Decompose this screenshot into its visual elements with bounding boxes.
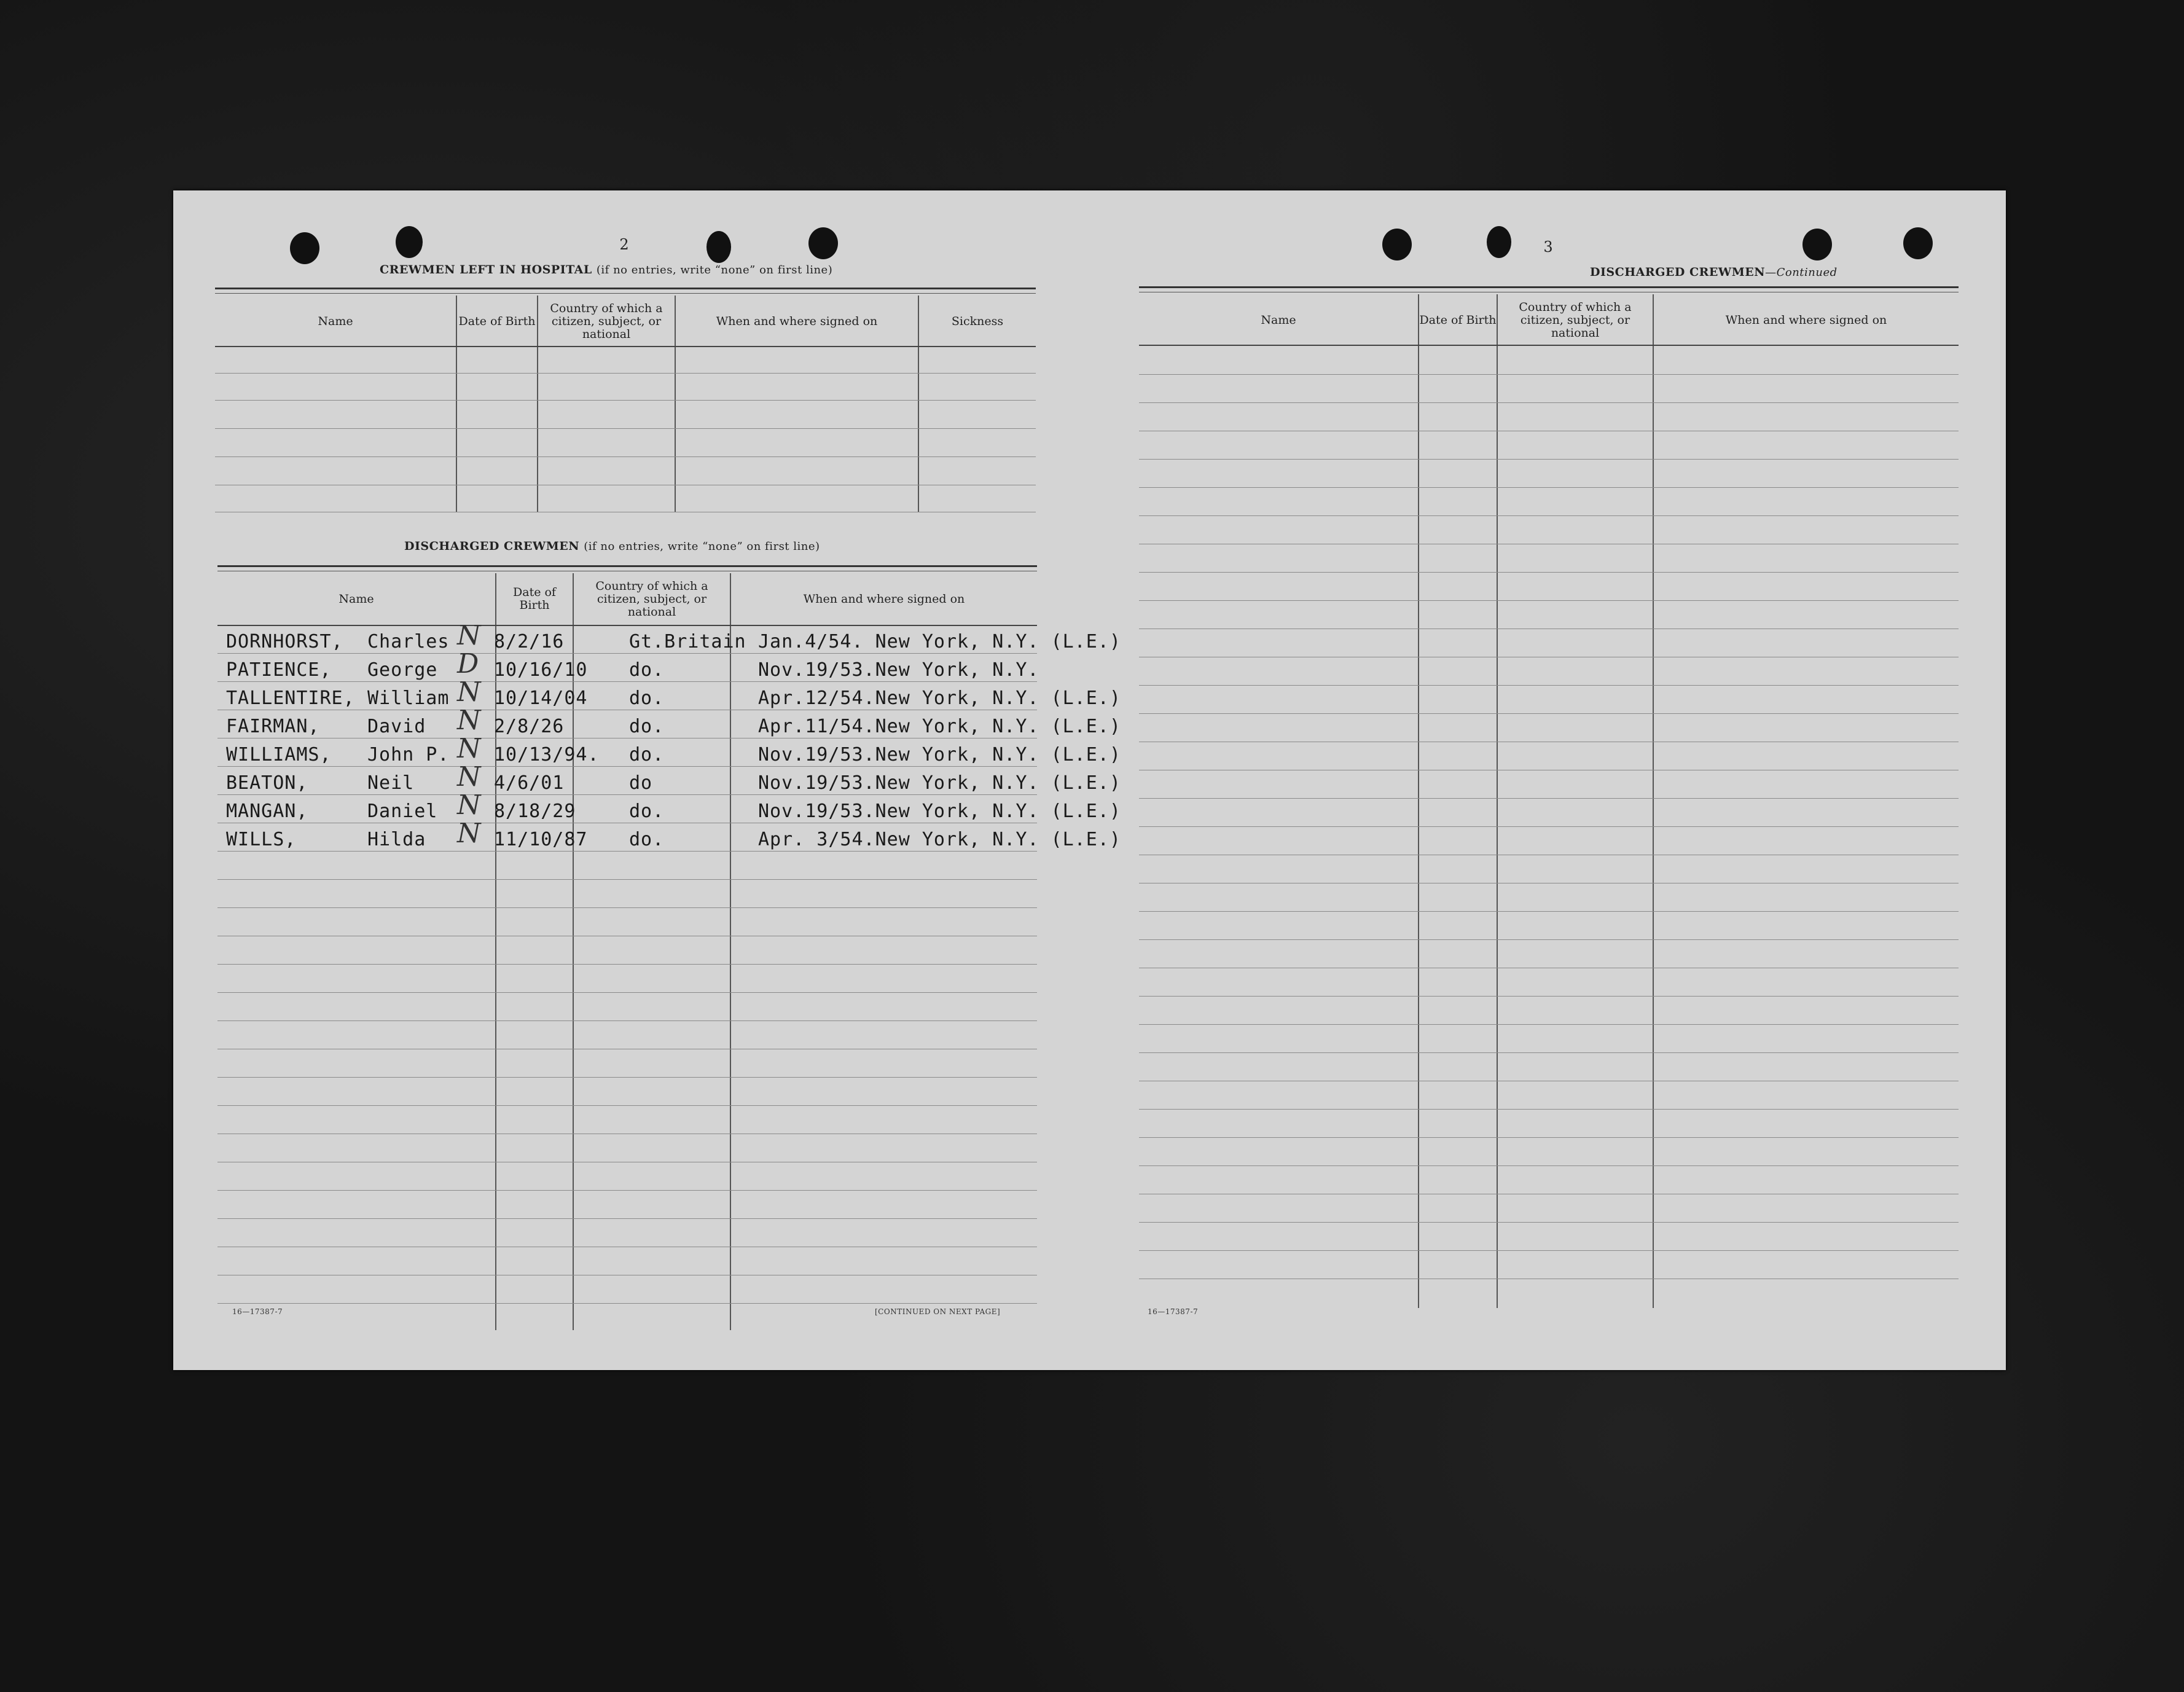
ruled-line [1139, 826, 1959, 827]
table-row [217, 789, 1121, 826]
discharged-table [217, 565, 1121, 1341]
discharged-title-text: DISCHARGED CREWMEN [404, 539, 580, 553]
page-number: 3 [1543, 238, 1553, 256]
table-row [217, 818, 1121, 855]
ruled-line [1139, 1137, 1959, 1138]
cell-given: David [367, 716, 426, 737]
ruled-line [1139, 685, 1959, 686]
cell-given: Daniel [367, 801, 438, 822]
cell-dob: 11/10/87 [494, 829, 588, 850]
ruled-line [217, 1077, 1037, 1078]
left-page [173, 190, 1121, 1370]
discharged-col-name: Name [339, 592, 374, 606]
cell-country: do. [629, 829, 665, 850]
hospital-col-dob: Date of Birth [458, 314, 536, 328]
punch-hole [1487, 226, 1511, 258]
manifest-sheet [173, 190, 2006, 1370]
ruled-line [1139, 1109, 1959, 1110]
hospital-title-text: CREWMEN LEFT IN HOSPITAL [380, 263, 592, 276]
cell-dob: 10/16/10 [494, 659, 588, 681]
ruled-line [1139, 1222, 1959, 1223]
cell-dob: 8/18/29 [494, 801, 576, 822]
page-number: 2 [619, 236, 629, 253]
discharged-continued-title-text: DISCHARGED CREWMEN [1590, 265, 1766, 279]
cell-given: Neil [367, 772, 415, 794]
table-row [217, 648, 1039, 685]
cell-dob: 8/2/16 [494, 631, 565, 652]
cell-dob: 10/14/04 [494, 687, 588, 709]
cell-dob: 4/6/01 [494, 772, 565, 794]
cell-signed: Nov.19/53.New York, N.Y. (L.E.) [758, 801, 1121, 822]
ruled-line [1139, 402, 1959, 403]
form-number: 16—17387-7 [1148, 1307, 1199, 1316]
discharged-section-title [404, 539, 820, 553]
hospital-col-country: Country of which a citizen, subject, or national [550, 301, 663, 341]
hospital-section-title [380, 263, 832, 276]
cell-country: do. [629, 716, 665, 737]
cell-mark: N [457, 761, 481, 793]
cell-surname: WILLIAMS, [226, 744, 332, 766]
table-row [217, 733, 1121, 770]
table-row [217, 761, 1121, 798]
continued-col-signed: When and where signed on [1725, 313, 1887, 327]
cell-country: do. [629, 801, 665, 822]
discharged-col-country: Country of which a citizen, subject, or national [595, 579, 708, 619]
cell-country: do. [629, 659, 665, 681]
cell-dob: 10/13/94. [494, 744, 600, 766]
punch-hole [1802, 229, 1832, 260]
continued-col-name: Name [1261, 313, 1296, 327]
cell-mark: N [457, 789, 481, 821]
cell-mark: N [457, 705, 481, 736]
ruled-line [1139, 798, 1959, 799]
cell-mark: N [457, 818, 481, 849]
ruled-line [1139, 572, 1959, 573]
cell-signed: Apr.11/54.New York, N.Y. (L.E.) [758, 716, 1121, 737]
cell-mark: D [457, 648, 479, 680]
cell-signed: Apr. 3/54.New York, N.Y. (L.E.) [758, 829, 1121, 850]
continued-suffix: —Continued [1765, 266, 1838, 279]
ruled-line [217, 1105, 1037, 1106]
ruled-line [217, 1190, 1037, 1191]
ruled-line [1139, 939, 1959, 940]
continued-col-dob: Date of Birth [1419, 313, 1497, 327]
ruled-line [1139, 911, 1959, 912]
cell-signed: Jan.4/54. New York, N.Y. (L.E.) [758, 631, 1121, 652]
ruled-line [217, 992, 1037, 993]
punch-hole [1903, 227, 1933, 259]
cell-signed: Apr.12/54.New York, N.Y. (L.E.) [758, 687, 1121, 709]
cell-mark: N [457, 620, 481, 651]
punch-hole [1382, 229, 1412, 260]
ruled-line [1139, 374, 1959, 375]
ruled-line [1139, 487, 1959, 488]
cell-dob: 2/8/26 [494, 716, 565, 737]
punch-hole [396, 226, 423, 258]
cell-given: Charles [367, 631, 450, 652]
cell-country: Gt.Britain [629, 631, 746, 652]
ruled-line [1139, 600, 1959, 601]
ruled-line [1139, 459, 1959, 460]
discharged-continued-table [1139, 286, 1959, 1308]
form-number: 16—17387-7 [232, 1307, 283, 1316]
continued-note: [CONTINUED ON NEXT PAGE] [875, 1307, 1001, 1316]
cell-signed: Nov.19/53.New York, N.Y. [758, 659, 1039, 681]
hospital-col-signed: When and where signed on [716, 314, 878, 328]
cell-surname: TALLENTIRE, [226, 687, 355, 709]
table-row [217, 705, 1121, 742]
cell-given: William [367, 687, 450, 709]
punch-hole [706, 231, 731, 263]
cell-surname: MANGAN, [226, 801, 308, 822]
ruled-line [217, 907, 1037, 908]
right-page [1089, 190, 2006, 1370]
cell-surname: BEATON, [226, 772, 308, 794]
cell-country: do [629, 772, 653, 794]
ruled-line [1139, 1052, 1959, 1053]
ruled-line [1139, 1165, 1959, 1166]
cell-given: George [367, 659, 438, 681]
cell-signed: Nov.19/53.New York, N.Y. (L.E.) [758, 744, 1121, 766]
hospital-col-name: Name [318, 314, 353, 328]
cell-mark: N [457, 733, 481, 764]
continued-col-country: Country of which a citizen, subject, or national [1519, 300, 1632, 340]
cell-surname: WILLS, [226, 829, 297, 850]
cell-given: John P. [367, 744, 450, 766]
hospital-title-note: (if no entries, write “none” on first line) [596, 264, 833, 276]
ruled-line [1139, 713, 1959, 714]
ruled-line [217, 1020, 1037, 1021]
cell-surname: FAIRMAN, [226, 716, 320, 737]
ruled-line [217, 1303, 1037, 1304]
cell-signed: Nov.19/53.New York, N.Y. (L.E.) [758, 772, 1121, 794]
discharged-continued-title [1590, 265, 1838, 279]
cell-mark: N [457, 676, 481, 708]
cell-given: Hilda [367, 829, 426, 850]
discharged-col-dob: Date of Birth [513, 586, 556, 612]
punch-hole [290, 232, 319, 264]
discharged-col-signed: When and where signed on [803, 592, 965, 606]
cell-country: do. [629, 687, 665, 709]
punch-hole [808, 227, 838, 259]
cell-country: do. [629, 744, 665, 766]
hospital-col-sickness: Sickness [951, 314, 1004, 328]
ruled-line [1139, 1024, 1959, 1025]
ruled-line [1139, 996, 1959, 997]
ruled-line [217, 1218, 1037, 1219]
ruled-line [1139, 1250, 1959, 1251]
ruled-line [217, 964, 1037, 965]
ruled-line [1139, 515, 1959, 516]
discharged-title-note: (if no entries, write “none” on first line) [584, 540, 820, 553]
ruled-line [217, 879, 1037, 880]
table-row [217, 620, 1121, 657]
cell-surname: DORNHORST, [226, 631, 343, 652]
table-row [217, 676, 1121, 713]
cell-surname: PATIENCE, [226, 659, 332, 681]
